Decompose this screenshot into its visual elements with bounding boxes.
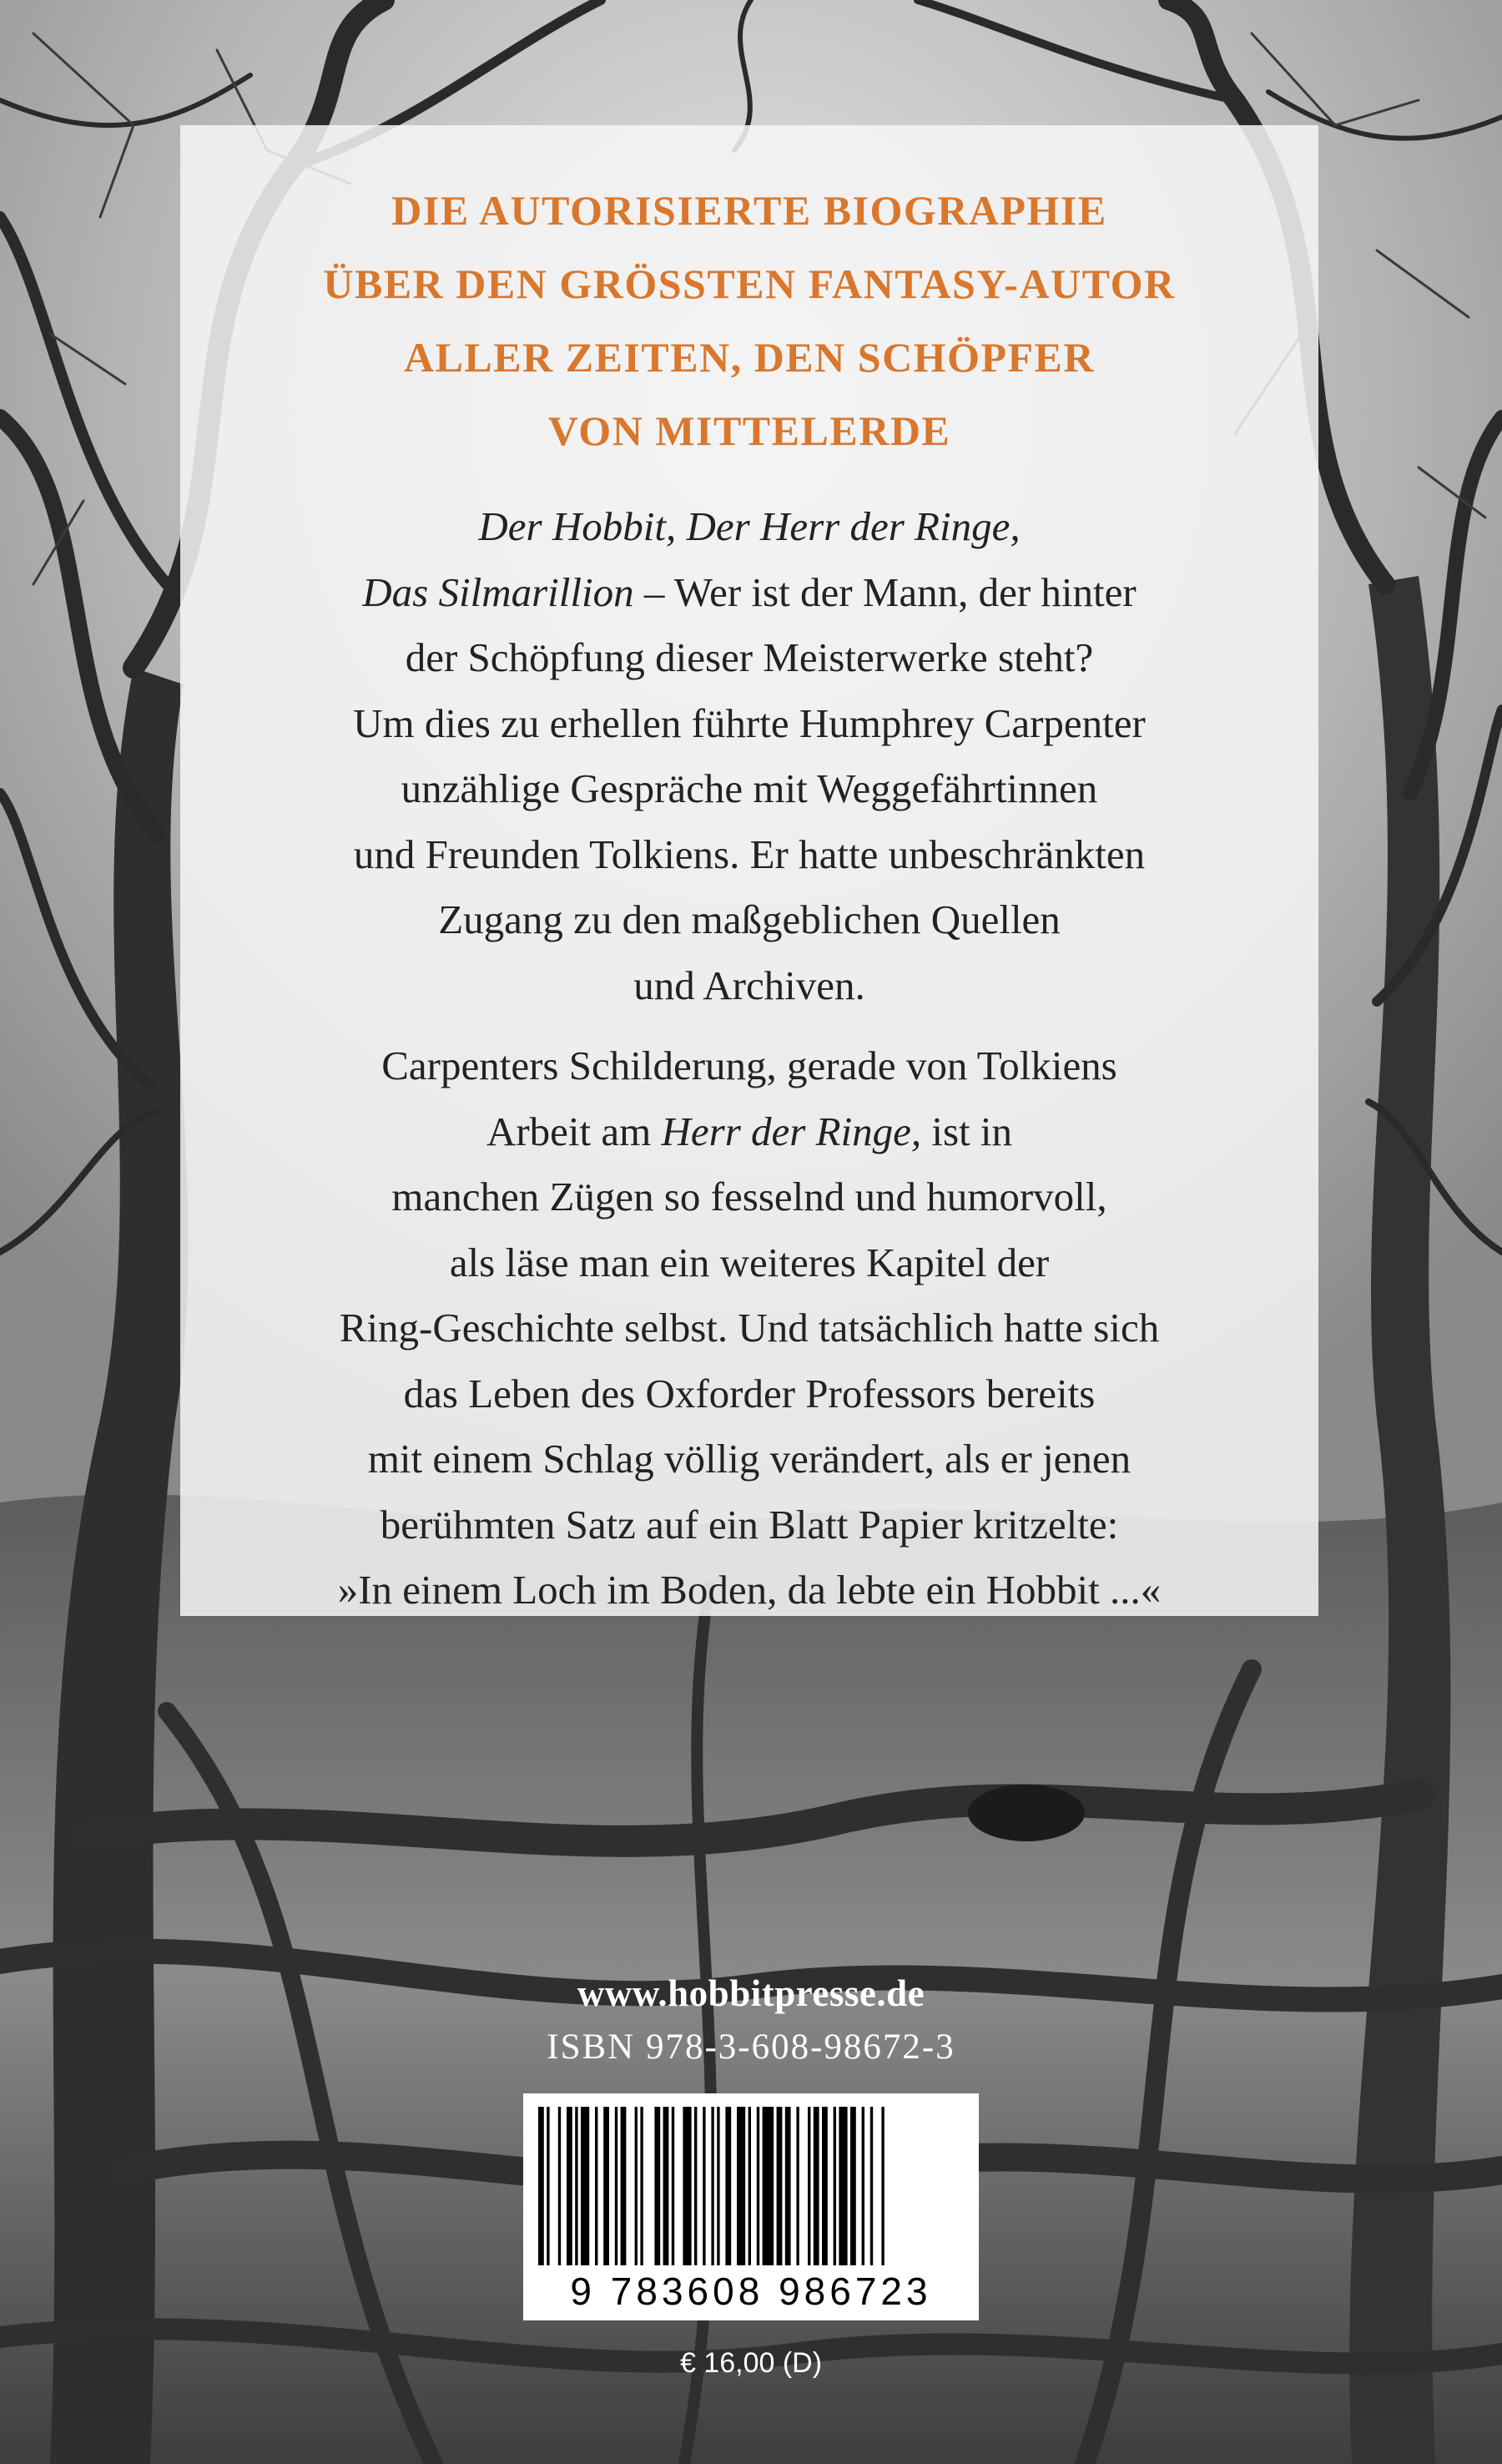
barcode-bar: [683, 2107, 691, 2265]
barcode-bar: [538, 2107, 544, 2265]
blurb-line-text: ist in: [921, 1108, 1013, 1154]
barcode-bar: [850, 2107, 856, 2265]
barcode-bar: [763, 2107, 774, 2265]
isbn-number: ISBN 978-3-608-98672-3: [547, 2027, 955, 2067]
barcode-bar: [725, 2107, 731, 2265]
blurb-paragraph-1: [180, 494, 1318, 1018]
headline-line: ÜBER DEN GRÖSSTEN FANTASY-AUTOR: [323, 260, 1176, 307]
blurb-line: berühmten Satz auf ein Blatt Papier kritzelte:: [380, 1501, 1119, 1548]
text-panel: [180, 125, 1318, 1616]
blurb-line: unzählige Gespräche mit Weggefährtinnen: [401, 765, 1098, 811]
blurb-line: Der Hobbit, Der Herr der Ringe,: [478, 503, 1021, 549]
barcode-bar: [703, 2107, 705, 2265]
barcode-bar: [777, 2107, 783, 2265]
blurb-line: Carpenters Schilderung, gerade von Tolkiens: [381, 1043, 1117, 1088]
barcode-bar: [822, 2107, 828, 2265]
barcode-bar: [737, 2107, 745, 2265]
barcode-bar: [672, 2107, 674, 2265]
headline-line: DIE AUTORISIERTE BIOGRAPHIE: [391, 187, 1107, 234]
blurb-line: Zugang zu den maßgeblichen Quellen: [438, 896, 1061, 942]
barcode-bar: [785, 2107, 791, 2265]
blurb-line: [180, 560, 1318, 626]
barcode-bar: [839, 2107, 847, 2265]
barcode-bar: [615, 2107, 617, 2265]
blurb-line: Ring-Geschichte selbst. Und tatsächlich hatte sich: [339, 1305, 1160, 1351]
barcode-bar: [881, 2107, 884, 2265]
barcode-bar: [870, 2107, 873, 2265]
barcode-bar: [547, 2107, 549, 2265]
publisher-website[interactable]: www.hobbitpresse.de: [577, 1972, 925, 2014]
blurb-line: [180, 1099, 1318, 1165]
barcode-bar: [603, 2107, 609, 2265]
barcode-bar: [748, 2107, 751, 2265]
barcode-bar: [796, 2107, 799, 2265]
barcode-bar: [575, 2107, 577, 2265]
barcode-bar: [834, 2107, 836, 2265]
blurb-paragraph-2: [180, 1033, 1318, 1623]
barcode-bar: [663, 2107, 669, 2265]
barcode-bar: [635, 2107, 638, 2265]
blurb-line-text: Arbeit am: [486, 1108, 662, 1154]
barcode-bar: [862, 2107, 864, 2265]
barcode-bar: [717, 2107, 719, 2265]
blurb-line: manchen Zügen so fesselnd und humorvoll,: [391, 1174, 1107, 1219]
blurb-line: Um dies zu erhellen führte Humphrey Carpenter: [353, 699, 1146, 746]
book-title-silmarillion: Das Silmarillion: [362, 568, 634, 615]
barcode-bar: [694, 2107, 697, 2265]
blurb-line: und Freunden Tolkiens. Er hatte unbeschränkten: [353, 831, 1146, 877]
blurb-line: das Leben des Oxforder Professors bereits: [403, 1370, 1096, 1416]
blurb-line: mit einem Schlag völlig verändert, als er jenen: [367, 1436, 1132, 1482]
blurb-line: der Schöpfung dieser Meisterwerke steht?: [405, 634, 1094, 680]
barcode: [523, 2093, 979, 2320]
barcode-bar: [558, 2107, 561, 2265]
price: € 16,00 (D): [679, 2347, 823, 2379]
barcode-bar: [640, 2107, 643, 2265]
headline-line: VON MITTELERDE: [547, 407, 951, 454]
barcode-bar: [711, 2107, 713, 2265]
barcode-bar: [757, 2107, 759, 2265]
barcode-bar: [814, 2107, 819, 2265]
barcode-bar: [621, 2107, 627, 2265]
blurb-line-text: – Wer ist der Mann, der hinter: [633, 568, 1137, 615]
barcode-number: 9 783608 986723: [570, 2270, 932, 2313]
barcode-bar: [567, 2107, 572, 2265]
headline: [180, 174, 1318, 467]
barcode-bar: [654, 2107, 660, 2265]
blurb-line: »In einem Loch im Boden, da lebte ein Hobbit ...«: [337, 1567, 1162, 1613]
blurb-line: und Archiven.: [633, 962, 865, 1008]
headline-line: ALLER ZEITEN, DEN SCHÖPFER: [403, 334, 1096, 381]
barcode-bar: [581, 2107, 589, 2265]
book-title-herr-der-ringe: Herr der Ringe,: [661, 1108, 922, 1154]
barcode-bar: [808, 2107, 810, 2265]
blurb-line: als läse man ein weiteres Kapitel der: [449, 1239, 1050, 1285]
barcode-bar: [595, 2107, 597, 2265]
